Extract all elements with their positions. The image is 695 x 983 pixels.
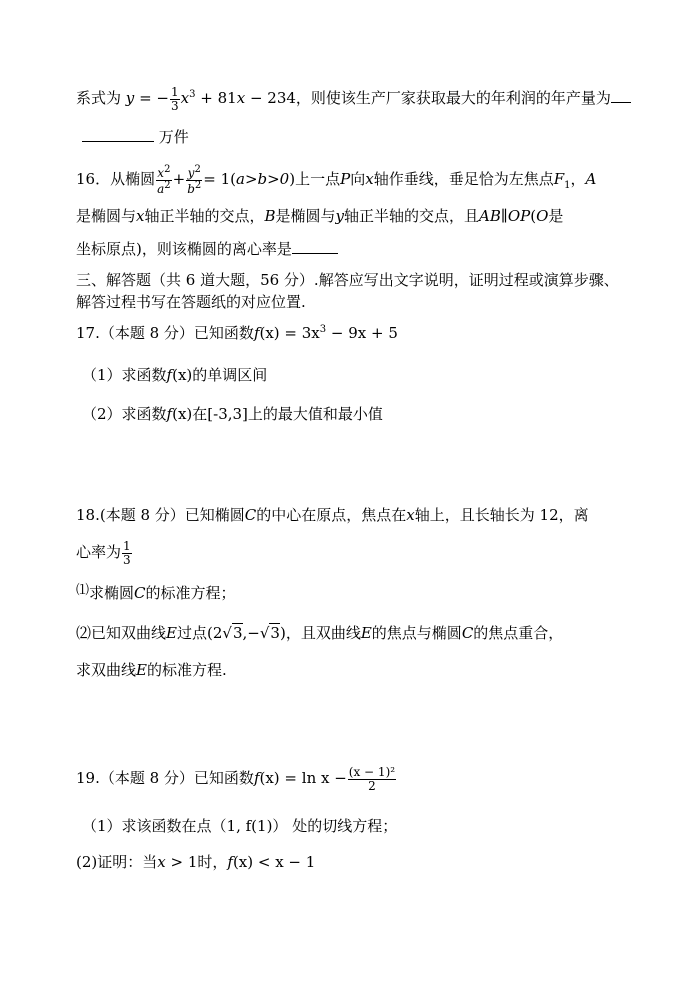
q16-answer-blank[interactable]	[292, 239, 338, 254]
q19-head: 19.（本题 8 分）已知函数f(x) = ln x − $\frac{\text{(x − 1)²}}{2}$	[76, 765, 396, 793]
q15-line1: 系式为 y = − $\frac{1}{3}$ $x^3 + 81x - 234$，则使该生产厂家获取最大的年利润的年产量为	[76, 86, 631, 112]
section3-line2: 解答过程书写在答题纸的对应位置.	[76, 293, 306, 311]
q15-unit: 万件	[158, 128, 189, 146]
q15-answer-blank-1[interactable]	[611, 88, 631, 103]
q16-line1: 16．从椭圆 $\frac{x^2}{a^2}$ + $\frac{y^2}{b^2}$ = 1(a>b>0)上一点P向x轴作垂线，垂足恰为左焦点$F_1$，A	[76, 164, 597, 196]
q15-text-a: 系式为	[76, 89, 122, 108]
q18-part2: ⑵已知双曲线E过点(2√3,−√3)，且双曲线E的焦点与椭圆C的焦点重合，	[76, 624, 564, 642]
q16-line3: 坐标原点)，则该椭圆的离心率是	[76, 239, 338, 260]
q15-fraction: $\frac{1}{3}$	[171, 85, 179, 113]
q15-eq: =	[139, 89, 152, 108]
q18-part2-line2: 求双曲线E的标准方程.	[76, 661, 227, 679]
q17-head: 17.（本题 8 分）已知函数$f(x) = 3x^3 - 9x + 5$	[76, 324, 398, 342]
q17-part2: （2）求函数f(x)在[-3,3]上的最大值和最小值	[82, 405, 383, 423]
q15-line2	[82, 127, 189, 148]
q18-eccentricity-fraction: $\frac{1}{3}$	[123, 539, 131, 567]
q18-line2: 心率为 $\frac{1}{3}$	[76, 539, 131, 567]
q16-fraction-x: $\frac{x^2}{a^2}$	[157, 164, 171, 196]
q19-fraction: $\frac{\text{(x − 1)²}}{2}$	[348, 765, 396, 793]
q19-part2: (2)证明：当x > 1时，f(x) < x − 1	[76, 853, 316, 871]
q17-part1: （1）求函数f(x)的单调区间	[82, 366, 268, 384]
q16-number: 16．从椭圆	[76, 170, 156, 189]
section3-line1: 三、解答题（共 6 道大题，56 分）.解答应写出文字说明，证明过程或演算步骤、	[76, 271, 619, 289]
q15-minus: −	[156, 89, 169, 108]
q15-x3: x	[180, 89, 190, 108]
q16-line2: 是椭圆与x轴正半轴的交点，B是椭圆与y轴正半轴的交点，且AB∥OP(O是	[76, 207, 564, 225]
q19-part1: （1）求该函数在点（1, f(1)） 处的切线方程；	[82, 817, 398, 835]
q15-text-b: ，则使该生产厂家获取最大的年利润的年产量为	[295, 89, 611, 108]
q16-fraction-y: $\frac{y^2}{b^2}$	[187, 164, 202, 196]
q15-y: y	[125, 89, 135, 108]
q18-head: 18.(本题 8 分）已知椭圆C的中心在原点，焦点在x轴上，且长轴长为 12，离	[76, 506, 589, 524]
q15-answer-blank-2[interactable]	[82, 127, 154, 142]
q18-part1: ⑴求椭圆C的标准方程；	[76, 583, 236, 602]
